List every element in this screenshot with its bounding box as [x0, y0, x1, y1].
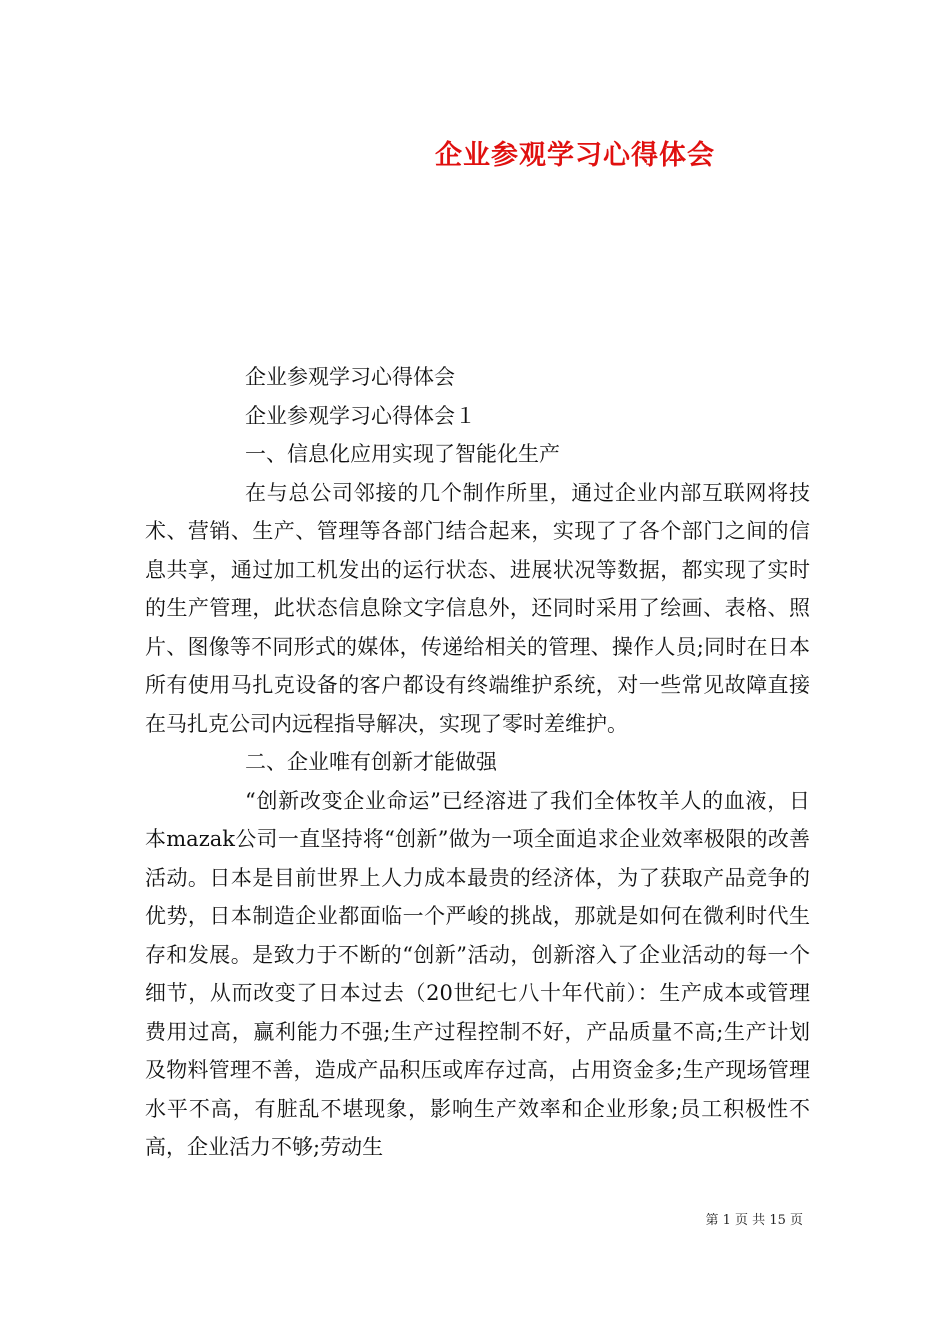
section-1-title: 一、信息化应用实现了智能化生产 [245, 442, 560, 466]
page-number-footer: 第 1 页 共 15 页 [705, 1213, 803, 1228]
document-title: 企业参观学习心得体会 [435, 140, 715, 171]
heading-line: 企业参观学习心得体会 [245, 365, 455, 389]
document-body [145, 358, 810, 1167]
section-1-paragraph: 在与总公司邻接的几个制作所里，通过企业内部互联网将技术、营销、生产、管理等各部门结合起来，实现了了各个部门之间的信息共享，通过加工机发出的运行状态、进展状况等数据，都实现了实时的生产管理，此状态信息除文字信息外，还同时采用了绘画、表格、照片、图像等不同形式的媒体，传递给相关的管理、操作人员;同时在日本所有使用马扎克设备的客户都设有终端维护系统，对一些常见故障直接在马扎克公司内远程指导解决，实现了零时差维护。 [145, 480, 810, 736]
section-2-title: 二、企业唯有创新才能做强 [245, 750, 497, 774]
section-2-paragraph: “创新改变企业命运”已经溶进了我们全体牧羊人的血液，日本mazak公司一直坚持将“创新”做为一项全面追求企业效率极限的改善活动。日本是目前世界上人力成本最贵的经济体，为了获取产品竞争的优势，日本制造企业都面临一个严峻的挑战，那就是如何在微利时代生存和发展。是致力于不断的“创新”活动，创新溶入了企业活动的每一个细节，从而改变了日本过去（20世纪七八十年代前）：生产成本或管理费用过高，赢利能力不强;生产过程控制不好，产品质量不高;生产计划及物料管理不善，造成产品积压或库存过高，占用资金多;生产现场管理水平不高，有脏乱不堪现象，影响生产效率和企业形象;员工积极性不高，企业活力不够;劳动生 [145, 788, 810, 1159]
subheading-line: 企业参观学习心得体会１ [245, 403, 476, 428]
